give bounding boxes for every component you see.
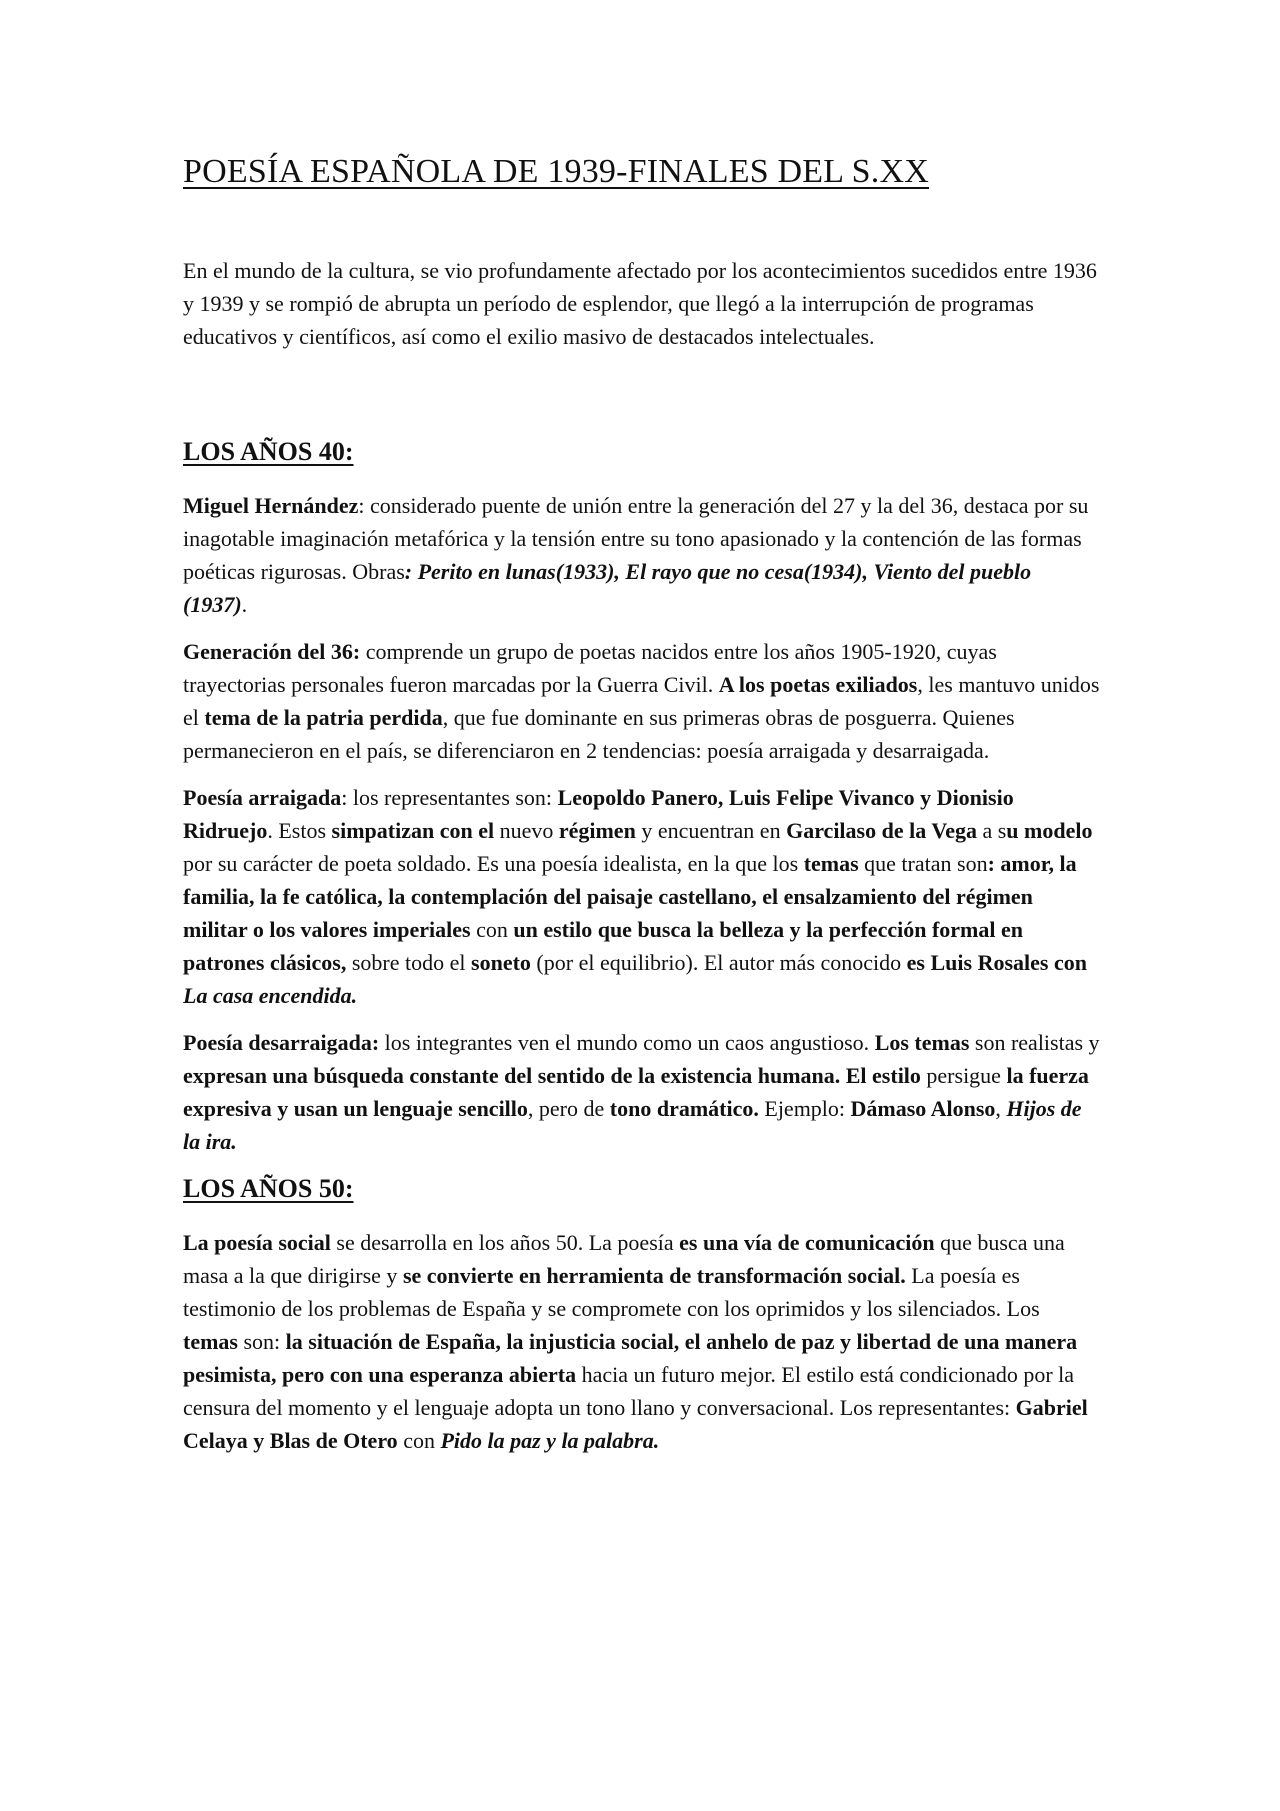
miguel-name: Miguel Hernández — [183, 492, 359, 518]
social-t6: con — [397, 1427, 441, 1453]
arraigada-t8: con — [470, 916, 514, 942]
social-temaslist: la situación de España, la injusticia social, el anhelo de paz y libertad de una manera pesimista, pero con una esperanza abierta — [183, 1328, 1078, 1387]
section-heading-40s: LOS AÑOS 40: — [183, 437, 354, 467]
gen36-label: Generación del 36: — [183, 638, 361, 664]
document-title: POESÍA ESPAÑOLA DE 1939-FINALES DEL S.XX — [183, 153, 929, 190]
arraigada-simp: simpatizan con el — [331, 817, 495, 843]
desarraigada-t4: , pero de — [527, 1095, 610, 1121]
miguel-text: : considerado puente de unión entre la generación del 27 y la del 36, destaca por su inagotable imaginación metafórica y la tensión entre su tono apasionado y la contención de las formas poéticas rigurosas. Obras — [183, 492, 1089, 584]
arraigada-t5: a s — [976, 817, 1007, 843]
social-temas: temas — [183, 1328, 238, 1354]
social-t1: se desarrolla en los años 50. La poesía — [330, 1229, 680, 1255]
gen36-text2: , les mantuvo unidos el — [183, 671, 1100, 730]
social-t2: que busca una masa a la que dirigirse y — [183, 1229, 1065, 1288]
social-reps: Gabriel Celaya y Blas de Otero — [183, 1394, 1088, 1453]
gen36-exiled: A los poetas exiliados — [718, 671, 918, 697]
social-t5: hacia un futuro mejor. El estilo está condicionado por la censura del momento y el lenguaje adopta un tono llano y conversacional. Los representantes: — [183, 1361, 1075, 1420]
desarraigada-t6: , — [995, 1095, 1007, 1121]
social-label: La poesía social — [183, 1229, 331, 1255]
arraigada-casa: La casa encendida. — [183, 982, 358, 1008]
paragraph-miguel-hernandez — [183, 489, 1100, 621]
arraigada-label: Poesía arraigada — [183, 784, 342, 810]
miguel-works: : Perito en lunas(1933), El rayo que no cesa(1934), Viento del pueblo (1937) — [183, 558, 1032, 617]
desarraigada-expresan: expresan una búsqueda constante del sentido de la existencia humana. El estilo — [183, 1062, 921, 1088]
arraigada-t9: sobre todo el — [346, 949, 472, 975]
social-t4: son: — [237, 1328, 286, 1354]
miguel-end: . — [241, 591, 248, 617]
arraigada-rosales: es Luis Rosales con — [906, 949, 1087, 975]
social-pido: Pido la paz y la palabra. — [440, 1427, 660, 1453]
arraigada-reps: Leopoldo Panero, Luis Felipe Vivanco y Dionisio Ridruejo — [183, 784, 1014, 843]
paragraph-poesia-arraigada — [183, 781, 1100, 1012]
arraigada-estilo: un estilo que busca la belleza y la perfección formal en patrones clásicos, — [183, 916, 1023, 975]
social-t3: La poesía es testimonio de los problemas de España y se compromete con los oprimidos y los silenciados. Los — [183, 1262, 1040, 1321]
desarraigada-damaso: Dámaso Alonso — [850, 1095, 996, 1121]
arraigada-modelo: u modelo — [1006, 817, 1093, 843]
section-heading-50s: LOS AÑOS 50: — [183, 1173, 354, 1203]
desarraigada-t2: son realistas y — [969, 1029, 1100, 1055]
desarraigada-tono: tono dramático. — [609, 1095, 759, 1121]
gen36-theme: tema de la patria perdida — [204, 704, 443, 730]
arraigada-temas: temas — [803, 850, 859, 876]
desarraigada-hijos: Hijos de la ira. — [183, 1095, 1082, 1154]
arraigada-t2: . Estos — [267, 817, 332, 843]
desarraigada-fuerza: la fuerza expresiva y usan un lenguaje sencillo — [183, 1062, 1089, 1121]
gen36-text1: comprende un grupo de poetas nacidos entre los años 1905-1920, cuyas trayectorias personales fueron marcadas por la Guerra Civil. — [183, 638, 997, 697]
arraigada-t7: que tratan son — [858, 850, 988, 876]
arraigada-garcilaso: Garcilaso de la Vega — [786, 817, 977, 843]
desarraigada-t5: Ejemplo: — [758, 1095, 851, 1121]
desarraigada-t1: los integrantes ven el mundo como un caos angustioso. — [379, 1029, 875, 1055]
arraigada-t10: (por el equilibrio). El autor más conocido — [530, 949, 907, 975]
arraigada-t6: por su carácter de poeta soldado. Es una poesía idealista, en la que los — [183, 850, 804, 876]
arraigada-t4: y encuentran en — [635, 817, 787, 843]
paragraph-poesia-social — [183, 1226, 1100, 1457]
desarraigada-t3: persigue — [920, 1062, 1007, 1088]
arraigada-temaslist: : amor, la familia, la fe católica, la contemplación del paisaje castellano, el ensalzamiento del régimen militar o los valores imperiales — [183, 850, 1077, 942]
arraigada-t3: nuevo — [494, 817, 559, 843]
paragraph-poesia-desarraigada — [183, 1026, 1100, 1158]
arraigada-regimen: régimen — [558, 817, 636, 843]
social-via: es una vía de comunicación — [679, 1229, 935, 1255]
gen36-text3: , que fue dominante en sus primeras obras de posguerra. Quienes permanecieron en el país, se diferenciaron en 2 tendencias: poesía arraigada y desarraigada. — [183, 704, 1015, 763]
social-herr: se convierte en herramienta de transformación social. — [402, 1262, 906, 1288]
paragraph-generacion-36 — [183, 635, 1100, 767]
desarraigada-label: Poesía desarraigada: — [183, 1029, 380, 1055]
arraigada-t1: : los representantes son: — [341, 784, 558, 810]
intro-paragraph: En el mundo de la cultura, se vio profundamente afectado por los acontecimientos sucedidos entre 1936 y 1939 y se rompió de abrupta un período de esplendor, que llegó a la interrupción de programas educativos y científicos, así como el exilio masivo de destacados intelectuales. — [183, 258, 1097, 350]
desarraigada-temas: Los temas — [874, 1029, 970, 1055]
arraigada-soneto: soneto — [471, 949, 531, 975]
